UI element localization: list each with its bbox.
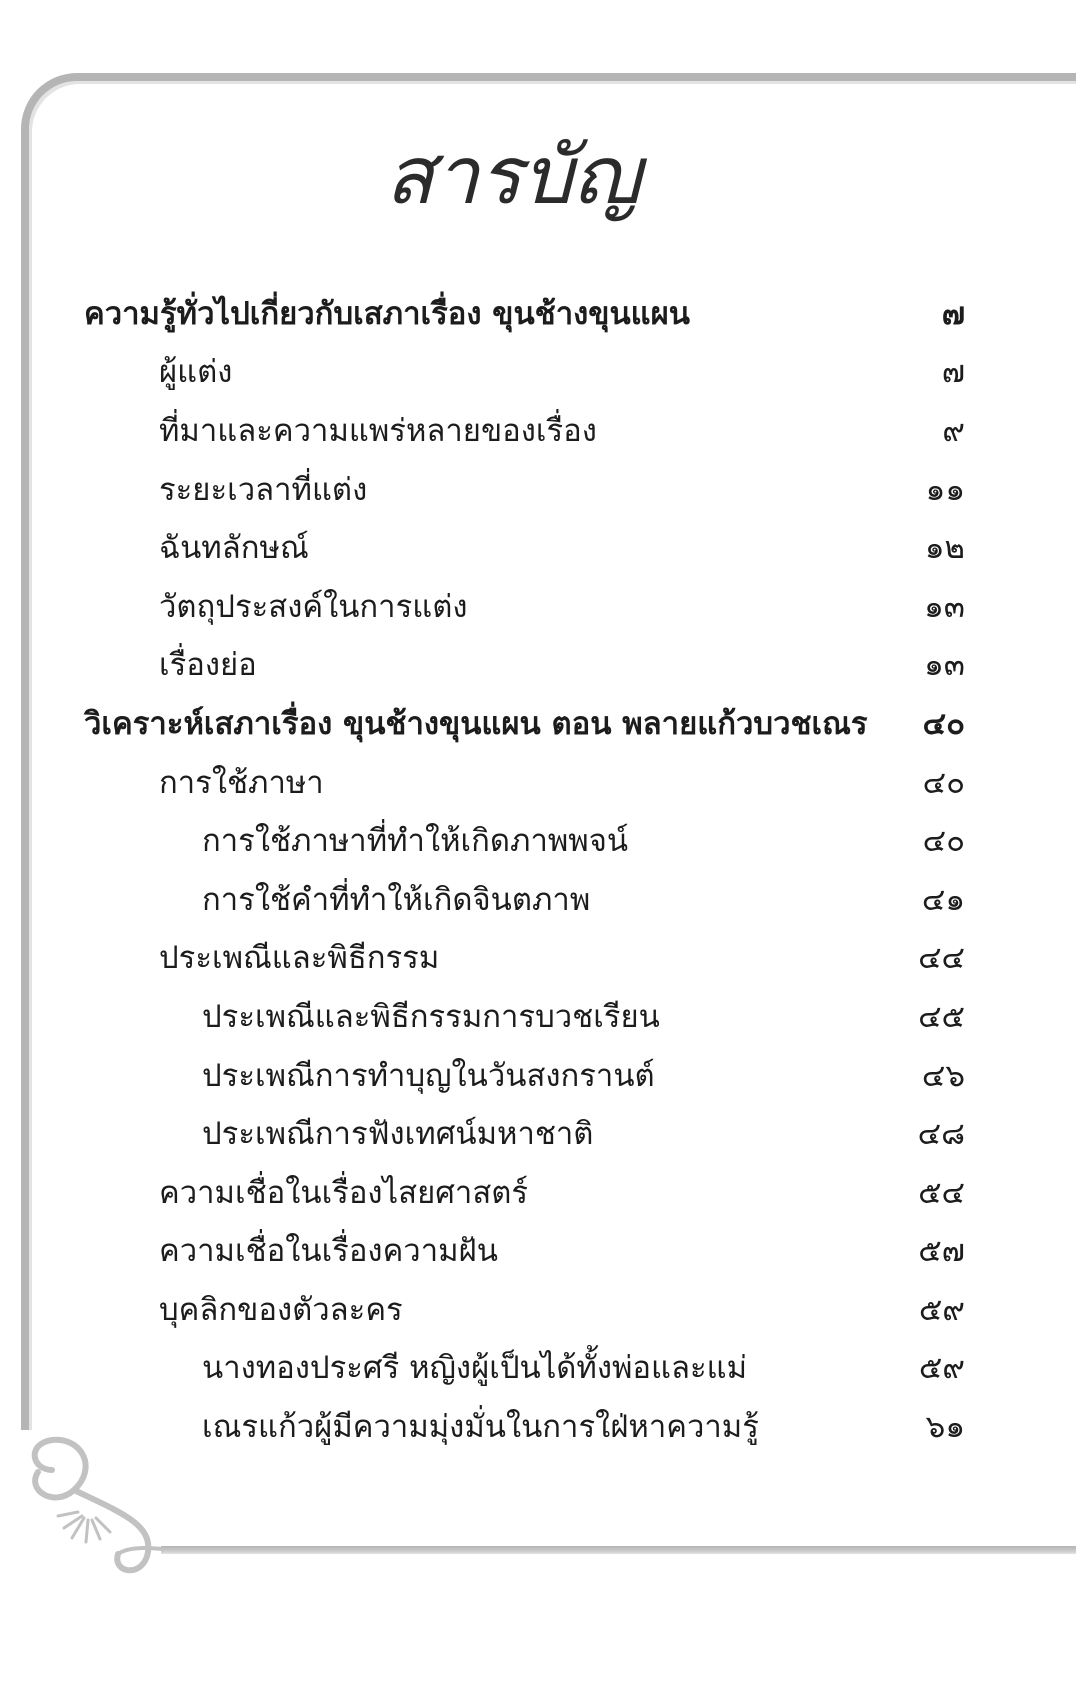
toc-entry-page: ๕๙ (918, 1291, 965, 1328)
toc-entry-page: ๕๙ (918, 1350, 965, 1387)
toc-entry-page: ๔๑ (921, 881, 965, 918)
toc-entry (0, 871, 1076, 930)
toc-entry-title: บุคลิกของตัวละคร (159, 1291, 403, 1328)
toc-entry (0, 285, 1076, 344)
toc-entry-title: วัตถุประสงค์ในการแต่ง (159, 588, 468, 625)
toc-entry-page: ๖๑ (925, 1409, 965, 1446)
toc-entry-title: ผู้แต่ง (159, 354, 233, 391)
toc-entry-page: ๔๐ (922, 764, 965, 801)
toc-entry-title: วิเคราะห์เสภาเรื่อง ขุนช้างขุนแผน ตอน พลายแก้วบวชเณร (84, 705, 868, 742)
toc-entry (0, 1340, 1076, 1399)
toc-entry-page: ๕๗ (918, 1233, 965, 1270)
toc-entry (0, 1223, 1076, 1282)
toc-entry (0, 461, 1076, 520)
toc-entry (0, 578, 1076, 637)
toc-entry (0, 695, 1076, 754)
toc-entry-page: ๑๓ (924, 588, 965, 625)
toc-entry (0, 519, 1076, 578)
toc-entry-page: ๗ (941, 354, 965, 391)
page-frame-bottom-rule (161, 1546, 1076, 1554)
toc-entry (0, 1047, 1076, 1106)
toc-entry-page: ๗ (941, 295, 965, 332)
toc-entry-page: ๔๔ (918, 940, 965, 977)
toc-entry-title: ฉันทลักษณ์ (159, 530, 309, 567)
toc-entry-title: ประเพณีและพิธีกรรมการบวชเรียน (202, 998, 660, 1035)
toc-entry-title: การใช้ภาษา (159, 764, 324, 801)
toc-entry-title: ระยะเวลาที่แต่ง (159, 471, 368, 508)
toc-entry (0, 637, 1076, 696)
toc-entry-title: ความรู้ทั่วไปเกี่ยวกับเสภาเรื่อง ขุนช้างขุนแผน (84, 295, 690, 332)
toc-entry (0, 930, 1076, 989)
toc-entry-title: การใช้ภาษาที่ทำให้เกิดภาพพจน์ (202, 823, 629, 860)
toc-entry-title: การใช้คำที่ทำให้เกิดจินตภาพ (202, 881, 591, 918)
toc-entry-title: ประเพณีการฟังเทศน์มหาชาติ (202, 1116, 594, 1153)
toc-entry-title: นางทองประศรี หญิงผู้เป็นได้ทั้งพ่อและแม่ (202, 1350, 748, 1387)
toc-entry-page: ๕๔ (918, 1174, 965, 1211)
toc-entry-page: ๑๒ (924, 530, 965, 567)
toc-entry (0, 1164, 1076, 1223)
toc-entry (0, 754, 1076, 813)
toc-entry-title: ประเพณีและพิธีกรรม (159, 940, 440, 977)
toc-entry (0, 1281, 1076, 1340)
toc-entry (0, 1398, 1076, 1457)
toc-entry-title: เรื่องย่อ (159, 647, 257, 684)
toc-entry-page: ๔๖ (921, 1057, 965, 1094)
table-of-contents (0, 285, 1076, 1457)
toc-entry-page: ๔๐ (922, 823, 965, 860)
toc-entry (0, 988, 1076, 1047)
page-title: สารบัญ (385, 129, 641, 222)
toc-entry-page: ๔๘ (917, 1116, 965, 1153)
toc-entry-title: ความเชื่อในเรื่องไสยศาสตร์ (159, 1174, 529, 1211)
toc-entry-page: ๑๑ (925, 471, 965, 508)
toc-entry-title: ประเพณีการทำบุญในวันสงกรานต์ (202, 1057, 655, 1094)
toc-entry (0, 812, 1076, 871)
toc-entry-page: ๔๐ (922, 705, 965, 742)
toc-entry-page: ๙ (942, 412, 965, 449)
toc-entry-title: เณรแก้วผู้มีความมุ่งมั่นในการใฝ่หาความรู้ (202, 1409, 759, 1446)
toc-entry-title: ความเชื่อในเรื่องความฝัน (159, 1233, 498, 1270)
toc-entry (0, 1105, 1076, 1164)
toc-entry (0, 344, 1076, 403)
toc-entry-page: ๔๕ (918, 998, 965, 1035)
toc-entry-page: ๑๓ (924, 647, 965, 684)
toc-entry-title: ที่มาและความแพร่หลายของเรื่อง (159, 412, 597, 449)
toc-entry (0, 402, 1076, 461)
